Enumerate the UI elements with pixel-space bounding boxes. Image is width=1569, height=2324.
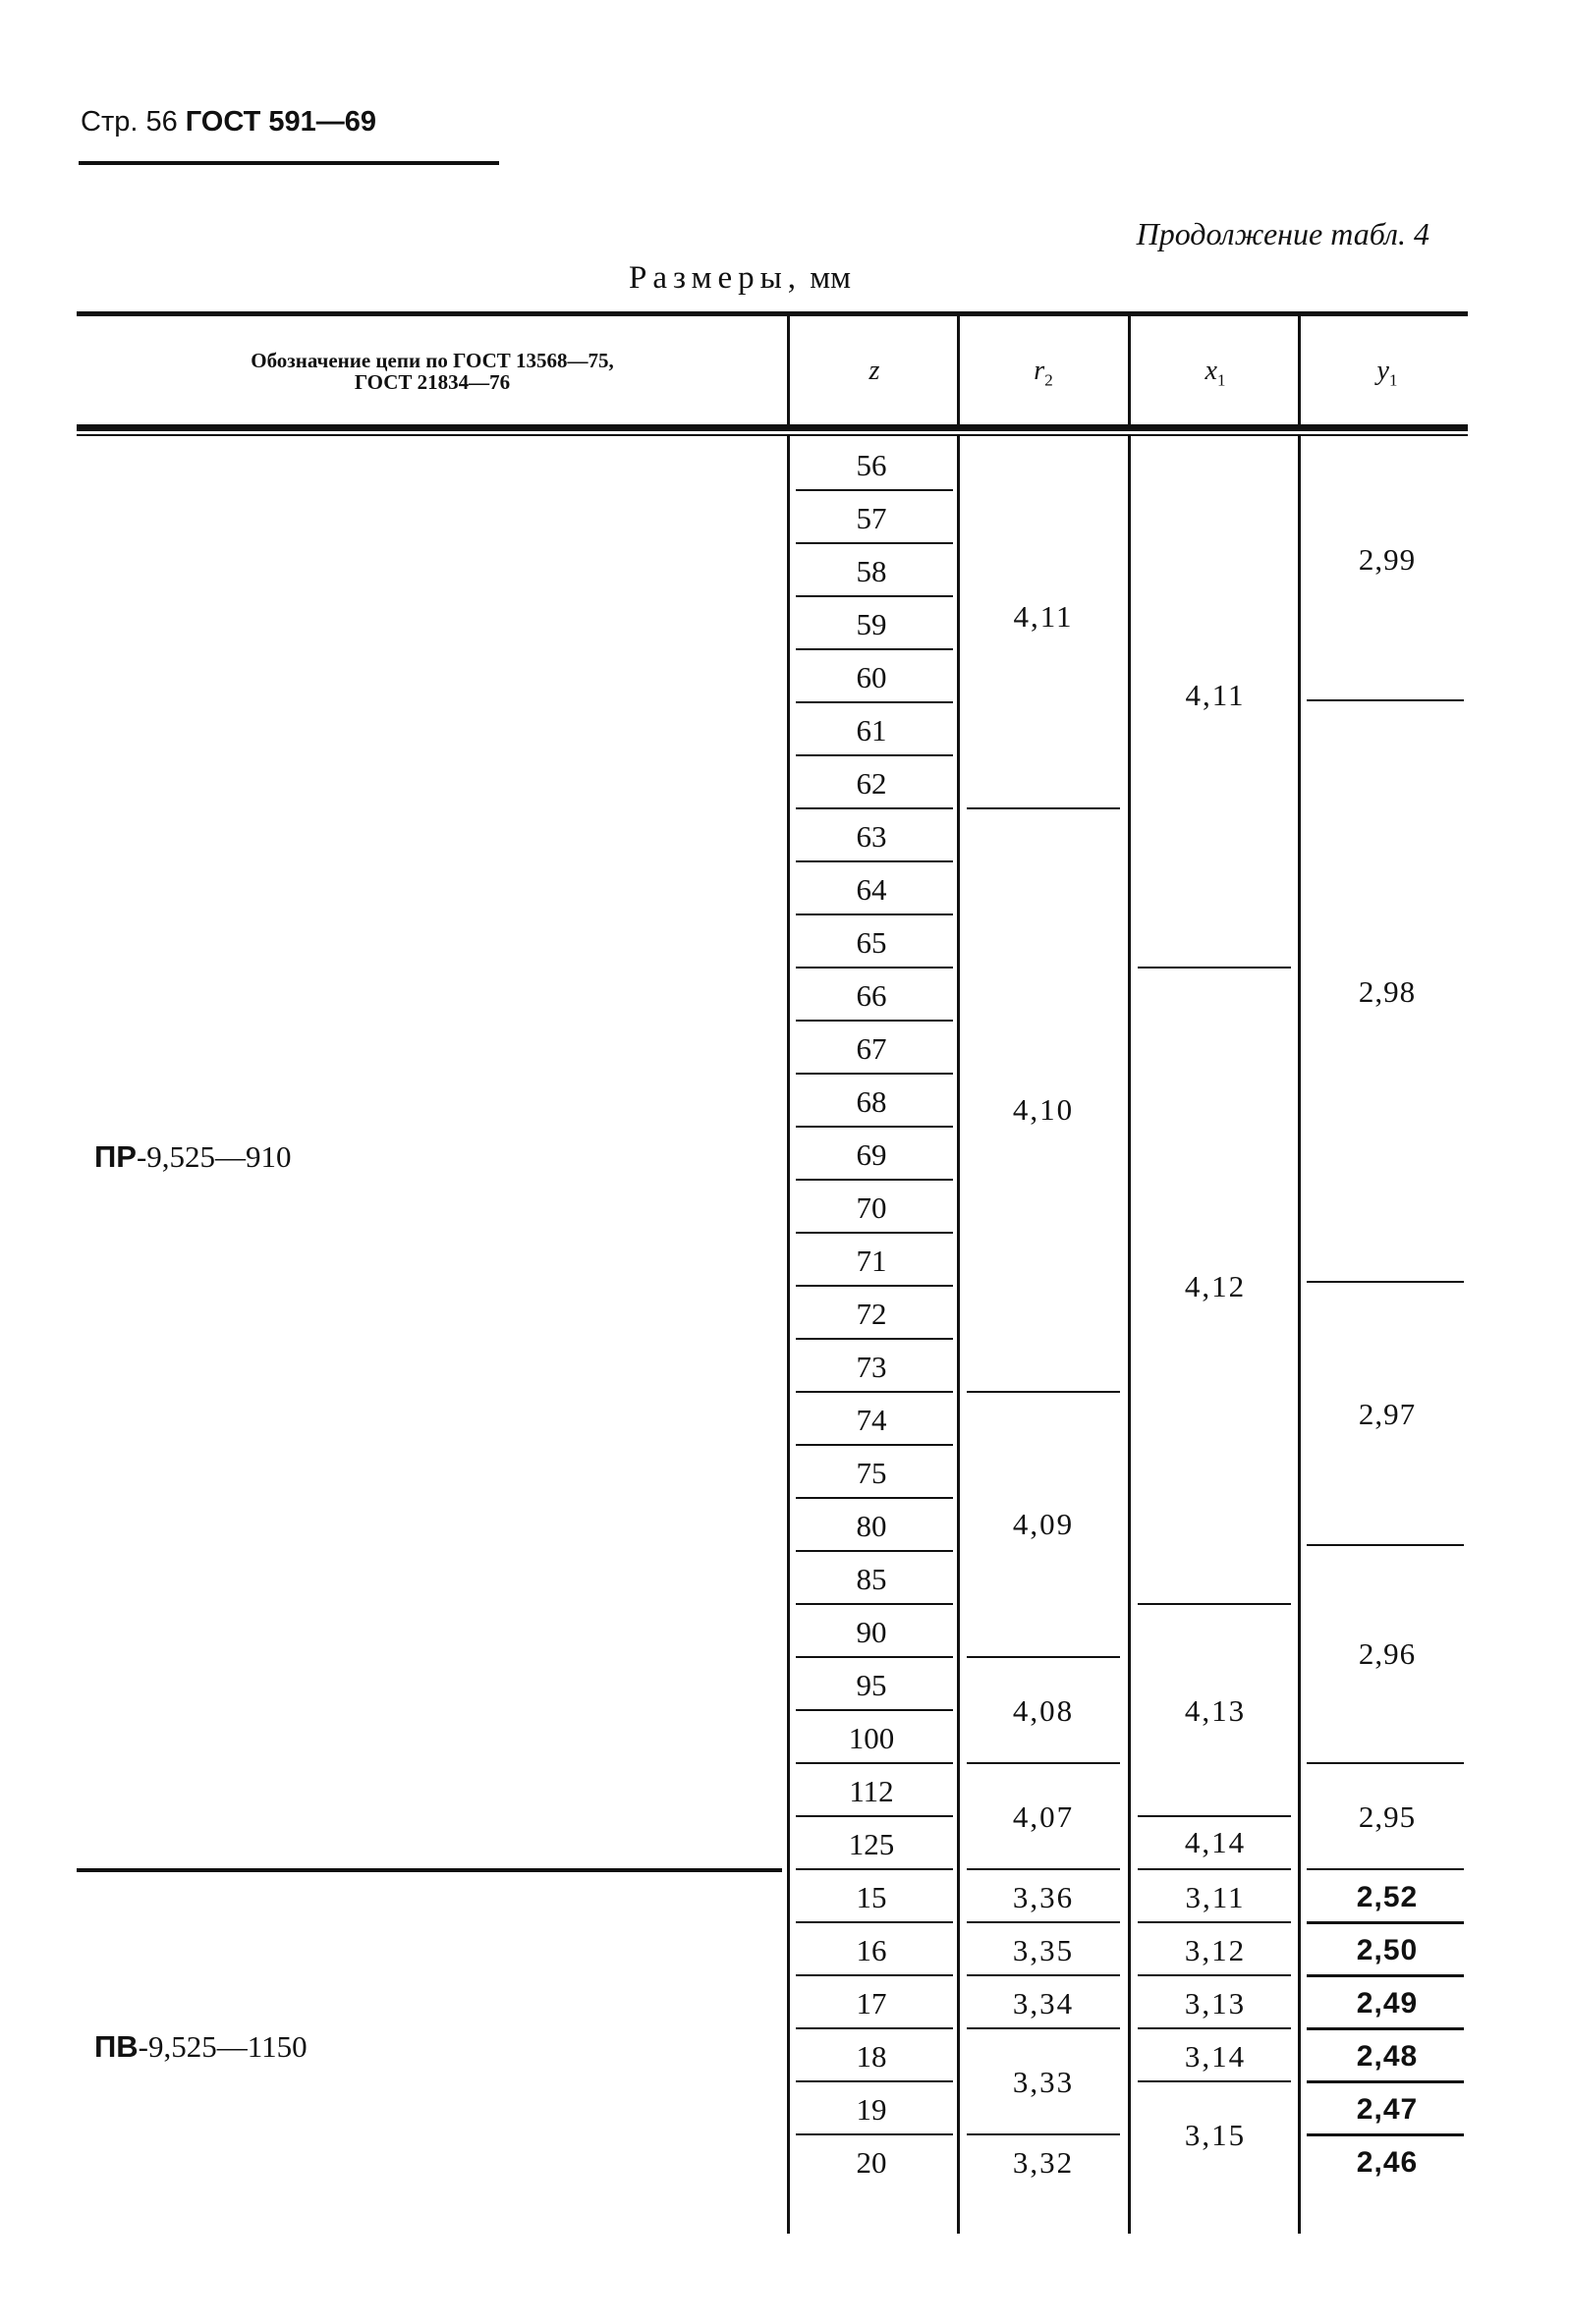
z-cell: 112 <box>849 1774 894 1808</box>
y1-base: y <box>1376 356 1389 386</box>
chain-designation-pv <box>94 2029 308 2065</box>
z-row-rule <box>796 1073 953 1075</box>
z-cell: 75 <box>856 1456 887 1490</box>
dimensions-word: Размеры, <box>629 260 803 296</box>
z-row-rule <box>796 967 953 968</box>
x1-cell: 4,13 <box>1184 1693 1247 1728</box>
x1-cell: 3,12 <box>1184 1933 1247 1967</box>
chain-rest-pr: -9,525—910 <box>136 1139 292 1174</box>
header-rule <box>79 161 499 165</box>
z-cell: 90 <box>856 1615 887 1649</box>
z-row-rule <box>796 542 953 544</box>
y1-row-rule <box>1307 1921 1464 1924</box>
z-row-rule <box>796 1391 953 1393</box>
z-cell: 70 <box>856 1190 887 1225</box>
z-row-rule <box>796 1709 953 1711</box>
x1-cell: 3,13 <box>1184 1986 1247 2020</box>
z-cell: 80 <box>856 1509 887 1543</box>
z-cell: 62 <box>856 766 887 801</box>
y1-row-rule <box>1307 2133 1464 2136</box>
z-row-rule <box>796 1974 953 1976</box>
r2-group-rule <box>967 1762 1120 1764</box>
z-cell: 73 <box>856 1350 887 1384</box>
y1-cell: 2,47 <box>1356 2093 1419 2126</box>
z-row-rule <box>796 1020 953 1022</box>
r2-row-rule <box>967 1921 1120 1923</box>
z-cell: 67 <box>856 1031 887 1066</box>
column-rule-r2-left-body <box>957 436 960 2234</box>
chain-designation-pr <box>94 1139 292 1175</box>
x1-cell: 4,14 <box>1184 1825 1247 1859</box>
x1-row-rule <box>1138 2080 1291 2082</box>
x1-row-rule <box>1138 2027 1291 2029</box>
x1-cell: 4,11 <box>1185 678 1246 712</box>
z-row-rule <box>796 860 953 862</box>
z-row-rule <box>796 489 953 491</box>
column-header-y1 <box>1303 352 1472 391</box>
y1-cell: 2,97 <box>1358 1397 1417 1431</box>
z-row-rule <box>796 2080 953 2082</box>
z-cell: 66 <box>856 978 887 1013</box>
z-cell: 18 <box>856 2039 887 2074</box>
x1-row-rule <box>1138 1921 1291 1923</box>
group-separator-rule <box>77 1868 782 1872</box>
r2-group-rule <box>967 1656 1120 1658</box>
column-rule-x1-left-body <box>1128 436 1131 2234</box>
r2-row-rule <box>967 1974 1120 1976</box>
r2-cell: 3,34 <box>1012 1986 1075 2020</box>
z-cell: 64 <box>856 872 887 907</box>
y1-group-rule <box>1307 1281 1464 1283</box>
z-row-rule <box>796 754 953 756</box>
x1-row-rule <box>1138 1974 1291 1976</box>
y1-cell: 2,99 <box>1358 542 1417 577</box>
z-row-rule <box>796 1285 953 1287</box>
dimensions-caption <box>629 260 851 297</box>
z-cell: 63 <box>856 819 887 854</box>
z-row-rule <box>796 1762 953 1764</box>
z-cell: 16 <box>856 1933 887 1967</box>
z-row-rule <box>796 807 953 809</box>
header-bottom-rule <box>77 424 1468 431</box>
z-cell: 57 <box>856 501 887 535</box>
z-cell: 69 <box>856 1137 887 1172</box>
z-cell: 59 <box>856 607 887 641</box>
y1-cell: 2,50 <box>1356 1934 1419 1966</box>
y1-row-rule <box>1307 1974 1464 1977</box>
y1-group-rule <box>1307 1762 1464 1764</box>
r2-cell: 3,35 <box>1012 1933 1075 1967</box>
r2-cell: 3,33 <box>1012 2065 1075 2099</box>
z-row-rule <box>796 701 953 703</box>
z-cell: 61 <box>856 713 887 747</box>
z-cell: 85 <box>856 1562 887 1596</box>
group-separator-rule-z <box>796 1868 953 1870</box>
r2-cell: 4,11 <box>1013 599 1074 634</box>
y1-cell: 2,96 <box>1358 1636 1417 1671</box>
r2-cell: 4,09 <box>1012 1507 1075 1541</box>
column-rule-z-left <box>787 316 790 424</box>
z-cell: 19 <box>856 2092 887 2127</box>
table-continuation-label: Продолжение табл. 4 <box>1136 216 1429 251</box>
chain-prefix-pr: ПР <box>94 1139 137 1174</box>
z-cell: 125 <box>848 1827 895 1861</box>
z-cell: 72 <box>856 1297 887 1331</box>
z-cell: 74 <box>856 1403 887 1437</box>
x1-group-rule <box>1138 1815 1291 1817</box>
standard-number: ГОСТ 591—69 <box>185 106 376 138</box>
x1-cell: 3,11 <box>1185 1880 1246 1914</box>
r2-base: r <box>1034 356 1045 386</box>
column-header-designation: Обозначение цепи по ГОСТ 13568—75, ГОСТ 21834—76 <box>251 349 614 394</box>
x1-group-rule <box>1138 967 1291 968</box>
column-header-z <box>792 352 957 391</box>
z-row-rule <box>796 1921 953 1923</box>
y1-row-rule <box>1307 2080 1464 2083</box>
z-cell: 56 <box>856 448 887 482</box>
chain-prefix-pv: ПВ <box>94 2029 139 2064</box>
z-row-rule <box>796 595 953 597</box>
group-separator-rule-y1 <box>1307 1868 1464 1870</box>
group-separator-rule-x1 <box>1138 1868 1291 1870</box>
z-cell: 58 <box>856 554 887 588</box>
x1-base: x <box>1205 356 1217 386</box>
y1-cell: 2,46 <box>1356 2146 1419 2179</box>
z-cell: 100 <box>848 1721 895 1755</box>
x1-sub: 1 <box>1216 370 1226 390</box>
group-separator-rule-r2 <box>967 1868 1120 1870</box>
z-row-rule <box>796 1179 953 1181</box>
z-row-rule <box>796 1444 953 1446</box>
page-number: Стр. 56 <box>81 106 178 138</box>
y1-cell: 2,49 <box>1356 1987 1419 2020</box>
z-cell: 15 <box>856 1880 887 1914</box>
y1-cell: 2,98 <box>1358 974 1417 1009</box>
y1-group-rule <box>1307 1544 1464 1546</box>
chain-rest-pv: -9,525—1150 <box>138 2029 308 2064</box>
z-cell: 71 <box>856 1244 887 1278</box>
z-row-rule <box>796 1126 953 1128</box>
z-cell: 60 <box>856 660 887 694</box>
r2-cell: 4,10 <box>1012 1092 1075 1127</box>
x1-cell: 4,12 <box>1184 1269 1247 1303</box>
y1-cell: 2,48 <box>1356 2040 1419 2073</box>
r2-row-rule <box>967 2133 1120 2135</box>
x1-cell: 3,15 <box>1184 2118 1247 2152</box>
z-row-rule <box>796 1550 953 1552</box>
z-row-rule <box>796 1603 953 1605</box>
r2-cell: 3,32 <box>1012 2145 1075 2180</box>
r2-cell: 4,07 <box>1012 1799 1075 1834</box>
r2-sub: 2 <box>1044 370 1053 390</box>
y1-row-rule <box>1307 2027 1464 2030</box>
z-row-rule <box>796 2027 953 2029</box>
r2-group-rule <box>967 807 1120 809</box>
z-cell: 20 <box>856 2145 887 2180</box>
z-cell: 95 <box>856 1668 887 1702</box>
x1-group-rule <box>1138 1603 1291 1605</box>
z-row-rule <box>796 1656 953 1658</box>
r2-cell: 4,08 <box>1012 1693 1075 1728</box>
page-header <box>81 106 376 138</box>
column-rule-y1-left <box>1298 316 1301 424</box>
r2-group-rule <box>967 1391 1120 1393</box>
z-row-rule <box>796 1338 953 1340</box>
y1-sub: 1 <box>1388 370 1398 390</box>
z-row-rule <box>796 1815 953 1817</box>
r2-row-rule <box>967 2027 1120 2029</box>
z-row-rule <box>796 1497 953 1499</box>
header-bottom-rule-thin <box>77 434 1468 436</box>
z-cell: 68 <box>856 1084 887 1119</box>
column-header-z-label: z <box>869 356 880 386</box>
table-top-rule <box>77 311 1468 316</box>
z-row-rule <box>796 648 953 650</box>
z-row-rule <box>796 2133 953 2135</box>
column-rule-x1-left <box>1128 316 1131 424</box>
x1-cell: 3,14 <box>1184 2039 1247 2074</box>
y1-cell: 2,95 <box>1358 1799 1417 1834</box>
z-row-rule <box>796 1232 953 1234</box>
y1-cell: 2,52 <box>1356 1881 1419 1913</box>
z-cell: 17 <box>856 1986 887 2020</box>
z-row-rule <box>796 913 953 915</box>
column-header-x1 <box>1132 352 1299 391</box>
dimensions-unit: мм <box>810 260 852 296</box>
r2-cell: 3,36 <box>1012 1880 1075 1914</box>
z-cell: 65 <box>856 925 887 960</box>
y1-group-rule <box>1307 699 1464 701</box>
column-rule-r2-left <box>957 316 960 424</box>
column-header-r2 <box>961 352 1126 391</box>
